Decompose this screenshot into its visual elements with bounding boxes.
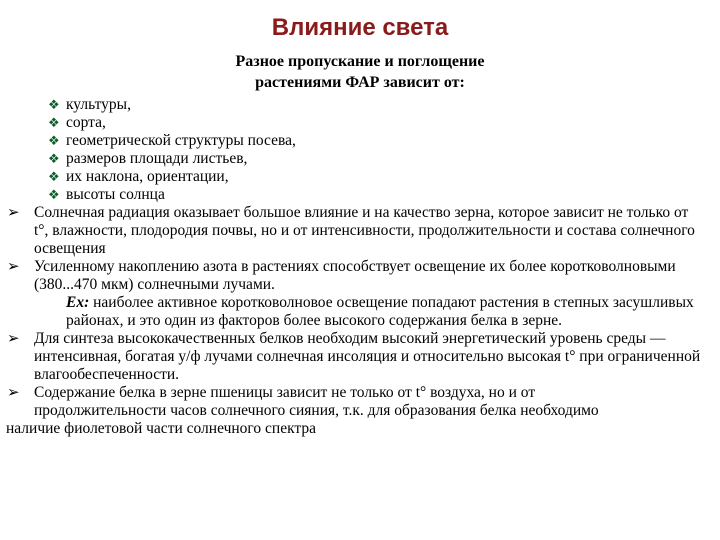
diamond-bullet-icon: ❖: [48, 169, 60, 184]
point-text: Солнечная радиация оказывает большое влияние и на качество зерна, которое зависит не только от t°, влажности, плодородия почвы, но и от интенсивности, продолжительности и состава солнечного освещения: [34, 204, 695, 257]
point-item: [0, 204, 712, 258]
factor-item: [0, 150, 712, 168]
arrow-bullet-icon: ➢: [7, 385, 20, 401]
diamond-bullet-icon: ❖: [48, 151, 60, 166]
point-item: [0, 330, 712, 384]
factor-text: геометрической структуры посева,: [66, 132, 296, 149]
factor-item: [0, 96, 712, 114]
point-text: Содержание белка в зерне пшеницы зависит не только от t° воздуха, но и от: [34, 384, 536, 401]
slide-title: Влияние света: [271, 14, 449, 41]
factor-text: высоты солнца: [66, 186, 165, 203]
diamond-bullet-icon: ❖: [48, 187, 60, 202]
factor-item: [0, 186, 712, 204]
factor-text: размеров площади листьев,: [66, 150, 248, 167]
example-text: наиболее активное коротковолновое освещение попадают растения в степных засушливых районах, и это один из факторов более высокого содержания белка в зерне.: [66, 294, 694, 329]
arrow-bullet-icon: ➢: [7, 205, 20, 221]
point-text: Усиленному накоплению азота в растениях способствует освещение их более коротковолновыми (380...470 мкм) солнечными лучами.: [34, 258, 676, 293]
factor-item: [0, 132, 712, 150]
point-item: [0, 384, 712, 402]
diamond-bullet-icon: ❖: [48, 133, 60, 148]
arrow-bullet-icon: ➢: [7, 331, 20, 347]
point-continuation: наличие фиолетовой части солнечного спектра: [6, 420, 316, 437]
factor-item: [0, 114, 712, 132]
slide-subtitle: Разное пропускание и поглощение растениями ФАР зависит от:: [235, 53, 485, 91]
factor-text: их наклона, ориентации,: [66, 168, 229, 185]
factor-text: сорта,: [66, 114, 106, 131]
factor-text: культуры,: [66, 96, 131, 113]
point-text: Для синтеза высококачественных белков необходим высокий энергетический уровень среды — интенсивная, богатая у/ф лучами солнечная инсоляция и относительно высокая t° при ограниченной влагообеспеченности.: [34, 330, 701, 383]
slide-content: [0, 96, 712, 438]
diamond-bullet-icon: ❖: [48, 115, 60, 130]
example-paragraph: [0, 294, 712, 330]
diamond-bullet-icon: ❖: [48, 97, 60, 112]
example-lead: Ex:: [66, 294, 90, 311]
point-item: [0, 258, 712, 294]
point-continuation: продолжительности часов солнечного сияния, т.к. для образования белка необходимо: [34, 402, 599, 419]
arrow-bullet-icon: ➢: [7, 259, 20, 275]
factor-item: [0, 168, 712, 186]
